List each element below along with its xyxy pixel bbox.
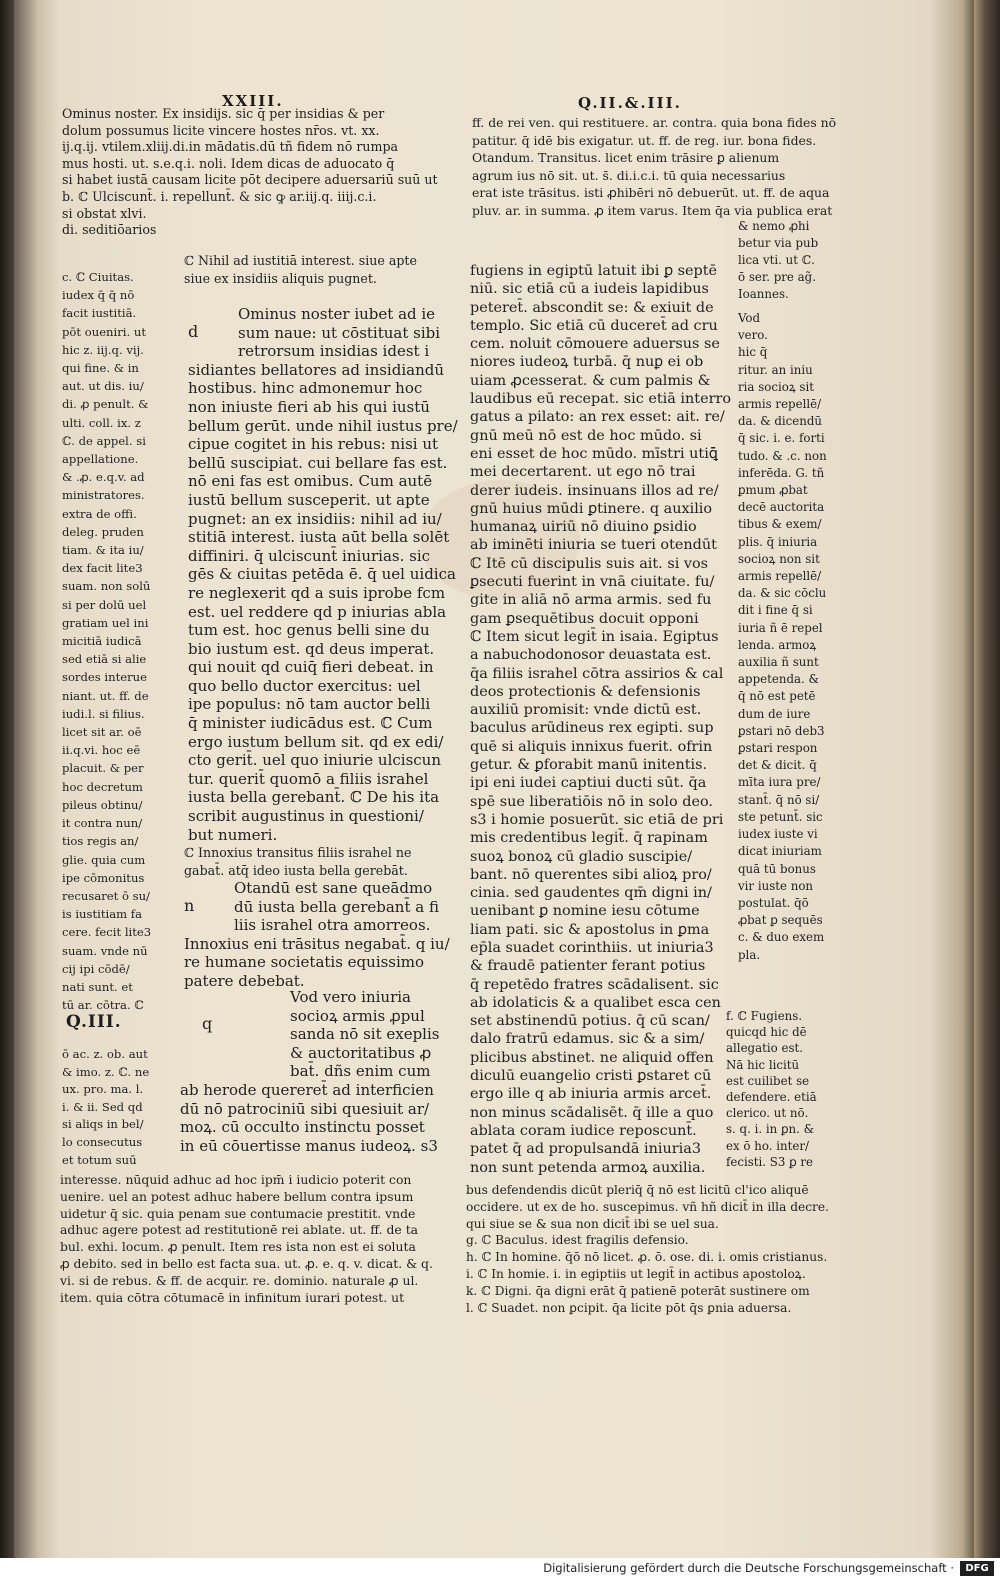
text-line: deos protectionis & defensionis <box>470 683 701 700</box>
gloss-left-margin-2 <box>62 1046 149 1169</box>
text-line: quo bello ductor exercitus: uel <box>188 676 421 695</box>
text-line: uenire. uel an potest adhuc habere bellum contra ipsum <box>60 1188 414 1204</box>
dropcap-n: n <box>184 896 195 915</box>
footer-credit: Digitalisierung gefördert durch die Deutsche Forschungsgemeinschaft · <box>543 1561 954 1575</box>
text-line: ex ō ho. inter/ <box>726 1138 809 1153</box>
text-line: quē si aliquis innixus fuerit. ofrin <box>470 738 713 755</box>
text-line: h. ℂ In homine. q̄ō nō licet. ꝓ. ō. ose. di. i. omis cristianus. <box>466 1250 828 1265</box>
text-line: niant. ut. ff. de <box>62 688 149 703</box>
text-line: lo consecutus <box>62 1134 143 1149</box>
text-line: occidere. ut ex de ho. suscepimus. vñ hñ dicit̄ in illa decre. <box>466 1199 829 1214</box>
text-line: it contra nun/ <box>62 816 143 831</box>
text-line: scribit augustinus in questioni/ <box>188 807 424 826</box>
text-line: si aliqs in bel/ <box>62 1117 144 1132</box>
text-line: moꝝ. cū occulto instinctu posset <box>180 1118 425 1137</box>
text-line: tum est. hoc genus belli sine du <box>188 621 430 640</box>
text-line: auxiliū promisit: vnde dictū est. <box>470 702 702 719</box>
text-line: ℂ. de appel. si <box>62 433 146 448</box>
text-line: ꝑmum ꝓbat <box>738 483 808 498</box>
text-line: tur. querit̄ quomō a filiis israhel <box>188 769 429 788</box>
text-line: dum de iure <box>738 706 811 721</box>
text-line: is iustitiam fa <box>62 907 142 922</box>
text-line: a nabuchodonosor deuastata est. <box>470 647 712 664</box>
text-line: retrorsum insidias idest i <box>238 342 430 361</box>
text-line: da. & dicendū <box>738 414 822 429</box>
text-line: baculus arūdineus rex egipti. sup <box>470 720 714 737</box>
text-line: det & dicit. q̄ <box>738 758 817 773</box>
text-line: ab idolaticis & a qualibet esca cen <box>470 994 721 1011</box>
text-line: dū iusta bella gerebant̄ a fi <box>234 897 439 916</box>
dropcap-d: d <box>188 322 199 341</box>
text-line: ꝓbat ꝑ sequēs <box>738 913 823 928</box>
text-line: & nemo ꝓhi <box>738 219 810 233</box>
text-line: c. ℂ Ciuitas. <box>62 270 134 284</box>
text-line: dicat iniuriam <box>738 844 822 859</box>
text-line: extra de offi. <box>62 506 137 521</box>
text-line: ergo iustum bellum sit. qd ex edi/ <box>188 732 444 751</box>
text-line: liam pati. sic & apostolus in ꝑma <box>470 921 710 938</box>
column1-rubric-2 <box>184 844 411 880</box>
text-line: appellatione. <box>62 452 139 467</box>
gloss-top-left <box>62 106 438 239</box>
text-line: armis repellē/ <box>738 397 822 412</box>
text-line: item. quia cōtra cōtumacē in infinitum iurari potest. ut <box>60 1289 405 1305</box>
text-line: hostibus. hinc admonemur hoc <box>188 379 423 398</box>
text-line: bul. exhi. locum. ꝓ penult. Item res ista non est ei soluta <box>60 1239 416 1255</box>
text-line: micitiā iudicā <box>62 634 142 649</box>
text-line: s. q. i. in ꝑn. & <box>726 1122 815 1137</box>
text-line: ℂ Itē cū discipulis suis ait. si vos <box>470 555 709 572</box>
text-line: allegatio est. <box>726 1041 804 1056</box>
text-line: plicibus abstinet. ne aliquid offen <box>470 1049 714 1066</box>
text-line: sed etiā si alie <box>62 652 147 667</box>
text-line: est cuilibet se <box>726 1073 810 1088</box>
text-line: laudibus eū recepat. sic etiā interro <box>470 391 732 408</box>
text-line: non minus scādalisēt. q̄ ille a quo <box>470 1104 714 1121</box>
text-line: tios regis an/ <box>62 834 139 849</box>
text-line: ipe cōmonitus <box>62 870 145 885</box>
text-line: sordes interue <box>62 670 147 685</box>
text-line: sanda nō sit exeplis <box>290 1025 440 1044</box>
text-line: ulti. coll. ix. z <box>62 415 141 430</box>
text-line: recusaret ō su/ <box>62 888 150 903</box>
text-line: bant. nō querentes sibi alioꝝ pro/ <box>470 866 712 883</box>
text-line: quicqd hic dē <box>726 1025 807 1040</box>
text-line: sidiantes bellatores ad insidiandū <box>188 360 444 379</box>
column1-body-2 <box>184 879 450 991</box>
text-line: getur. & ꝑforabit manū initentis. <box>470 757 708 774</box>
column1-body-3 <box>180 988 439 1155</box>
text-line: ꝑsecuti fuerint in vnā ciuitate. fu/ <box>470 574 715 591</box>
text-line: stitiā interest. iusta aūt bella solēt <box>188 528 450 547</box>
text-line: non sunt petenda armoꝝ auxilia. <box>470 1159 706 1176</box>
text-line: set abstinendū potius. q̄ cū scan/ <box>470 1013 710 1030</box>
text-line: & imo. z. ℂ. ne <box>62 1064 150 1079</box>
text-line: socioꝝ armis ꝓpul <box>290 1006 425 1025</box>
text-line: lica vti. ut ℂ. <box>738 253 815 267</box>
text-line: et totum suū <box>62 1152 137 1167</box>
text-line: pōt oueniri. ut <box>62 324 146 339</box>
text-line: hoc decretum <box>62 779 143 794</box>
gloss-left-margin <box>62 268 151 1014</box>
column1-body <box>188 305 458 844</box>
text-line: & fraudē patienter ferant potius <box>470 958 706 975</box>
text-line: ipe populus: nō tam auctor belli <box>188 695 431 714</box>
text-line: peteret̄. abscondit se: & exiuit de <box>470 299 714 316</box>
text-line: glie. quia cum <box>62 852 146 867</box>
text-line: vero. <box>738 328 768 343</box>
text-line: niū. sic etiā cū a iudeis lapidibus <box>470 281 709 298</box>
text-line: ff. de rei ven. qui restituere. ar. contra. quia bona fides nō <box>472 115 837 130</box>
text-line: socioꝝ non sit <box>738 551 820 566</box>
text-line: Ioannes. <box>738 287 789 301</box>
text-line: niores iudeoꝝ turbā. q̄ nuꝑ ei ob <box>470 354 704 371</box>
text-line: lenda. armoꝝ <box>738 637 817 652</box>
text-line: k. ℂ Digni. q̄a digni erāt q̄ patienē poterāt sustinere om <box>466 1283 810 1298</box>
text-line: bellum gerūt. unde nihil iustus pre/ <box>188 416 458 435</box>
text-line: diffiniri. q̄ ulciscunt̄ iniurias. sic <box>188 546 431 565</box>
gloss-right-top <box>738 218 818 303</box>
text-line: & .ꝓ. e.q.v. ad <box>62 470 145 485</box>
text-line: Vod vero iniuria <box>290 988 412 1006</box>
text-line: stant̄. q̄ nō si/ <box>738 792 820 807</box>
gloss-bottom-right <box>466 1182 829 1316</box>
text-line: agrum ius nō sit. ut. s̄. di.i.c.i. tū quia necessarius <box>472 167 786 183</box>
text-line: si habet iustā causam licite pōt decipere aduersariū suū ut <box>62 172 438 188</box>
text-line: & auctoritatibus ꝓ <box>290 1043 432 1062</box>
text-line: est. uel reddere qd p iniurias abla <box>188 602 447 621</box>
text-line: iuria ñ ē repel <box>738 620 823 635</box>
text-line: patitur. q̄ idē bis exigatur. ut. ff. de reg. iur. bona fides. <box>472 132 817 148</box>
text-line: gnū meū nō est de hoc mūdo. si <box>470 427 702 444</box>
text-line: non iniuste fieri ab his qui iustū <box>188 397 430 416</box>
text-line: bio iustum est. qd deus imperat. <box>188 639 435 658</box>
question-heading: Q.III. <box>66 1012 122 1032</box>
text-line: ste petunt̄. sic <box>738 809 823 824</box>
text-line: gabat̄. atq̄ ideo iusta bella gerebāt. <box>184 863 408 878</box>
text-line: inferēda. G. tñ <box>738 465 825 480</box>
text-line: b. ℂ Ulciscunt̄. i. repellunt̄. & sic ꝙ ar.iij.q. iiij.c.i. <box>62 188 377 204</box>
text-line: patere debebat. <box>184 971 305 990</box>
text-line: betur via pub <box>738 236 819 250</box>
text-line: Ominus noster. Ex insidijs. sic q̄ per insidias & per <box>62 106 385 121</box>
text-line: Otandum. Transitus. licet enim trāsire ꝑ alienum <box>472 150 780 166</box>
text-line: i. ℂ In homie. i. in egiptiis ut legit̄ in actibus apostoloꝝ. <box>466 1266 806 1281</box>
text-line: ꝑstari respon <box>738 741 818 756</box>
text-line: dū nō patrociniū sibi quesiuit ar/ <box>180 1099 430 1118</box>
text-line: ℂ Nihil ad iustitiā interest. siue apte <box>184 253 417 268</box>
dfg-logo: DFG <box>960 1561 994 1576</box>
gloss-bottom-left <box>60 1172 433 1306</box>
text-line: Vod <box>738 311 761 325</box>
gloss-right-margin <box>738 310 827 964</box>
text-line: quā tū bonus <box>738 861 816 876</box>
text-line: bat̄. dñs enim cum <box>290 1062 431 1081</box>
text-line: iustū bellum susceperit. ut apte <box>188 490 430 509</box>
text-line: suam. non solū <box>62 579 151 594</box>
text-line: uiam ꝓcesserat. & cum palmis & <box>470 372 711 389</box>
text-line: i. & ii. Sed qd <box>62 1099 143 1114</box>
text-line: Nā hic licitū <box>726 1057 800 1072</box>
text-line: dit i fine q̄ si <box>738 603 813 618</box>
text-line: ab iminēti iniuria se tueri otendūt <box>470 537 717 554</box>
text-line: cipue cogitet in his rebus: nisi ut <box>188 435 439 454</box>
text-line: diculū euangelio cristi ꝑstaret cū <box>470 1068 712 1085</box>
text-line: mis credentibus legit̄. q̄ rapinam <box>470 830 708 847</box>
text-line: patet q̄ ad propulsandā iniuria3 <box>470 1141 701 1158</box>
text-line: g. ℂ Baculus. idest fragilis defensio. <box>466 1233 689 1248</box>
column1-rubric <box>184 252 417 288</box>
text-line: qui nouit qd cuiq̄ fieri debeat. in <box>188 658 434 677</box>
text-line: but numeri. <box>188 825 278 844</box>
text-line: fugiens in egiptū latuit ibi ꝑ septē <box>470 263 718 279</box>
text-line: nō eni fas est omibus. Cum autē <box>188 472 433 491</box>
text-line: q̄ sic. i. e. forti <box>738 431 825 446</box>
text-line: f. ℂ Fugiens. <box>726 1009 803 1023</box>
text-line: ux. pro. ma. l. <box>62 1082 144 1097</box>
text-line: si per dolū uel <box>62 597 147 612</box>
text-line: armis repellē/ <box>738 569 822 584</box>
text-line: uenibant ꝑ nomine iesu cōtume <box>470 903 700 920</box>
text-line: placuit. & per <box>62 761 144 776</box>
text-line: Ominus noster iubet ad ie <box>238 305 436 323</box>
text-line: postulat. q̄ō <box>738 895 809 910</box>
text-line: auxilia ñ sunt <box>738 655 819 670</box>
text-line: iudex q̄ q̄ nō <box>62 288 135 303</box>
text-line: pileus obtinu/ <box>62 797 143 812</box>
text-line: licet sit ar. oē <box>62 725 142 740</box>
text-line: tudo. & .c. non <box>738 448 827 463</box>
text-line: c. & duo exem <box>738 930 825 945</box>
text-line: re neglexerit qd a suis iprobe fcm <box>188 583 446 602</box>
text-line: gam ꝑsequētibus docuit opponi <box>470 610 699 627</box>
text-line: appetenda. & <box>738 672 820 687</box>
text-line: q̄ repetēdo fratres scādalisent. sic <box>470 976 719 993</box>
text-line: erat iste trāsitus. isti ꝓhibēri nō debuerūt. ut. ff. de aqua <box>472 185 830 201</box>
text-line: tibus & exem/ <box>738 517 822 532</box>
text-line: nati sunt. et <box>62 979 133 994</box>
text-line: cto gerit̄. uel quo iniurie ulciscun <box>188 751 442 770</box>
text-line: si obstat xlvi. <box>62 205 147 221</box>
text-line: iusta bella gerebant̄. ℂ De his ita <box>188 788 440 807</box>
column2-body <box>470 262 731 1177</box>
text-line: cinia. sed gaudentes qm̄ digni in/ <box>470 885 712 902</box>
text-line: aut. ut dis. iu/ <box>62 379 144 394</box>
text-line: dalo fratrū edamus. sic & a sim/ <box>470 1031 705 1048</box>
text-line: interesse. nūquid adhuc ad hoc ipm̄ i iudicio poterit con <box>60 1172 412 1187</box>
text-line: qui siue se & sua non dicit̄ ibi se uel sua. <box>466 1216 719 1231</box>
text-line: pugnet: an ex insidiis: nihil ad iu/ <box>188 509 442 528</box>
text-line: clerico. ut nō. <box>726 1106 809 1121</box>
text-line: di. seditiōarios <box>62 222 157 238</box>
text-line: iudi.l. si filius. <box>62 706 145 721</box>
text-line: deleg. pruden <box>62 524 144 539</box>
text-line: decē auctorita <box>738 500 825 515</box>
text-line: derer iudeis. insinuans illos ad re/ <box>470 482 719 499</box>
gloss-right-margin-2 <box>726 1008 817 1170</box>
text-line: pluv. ar. in summa. ꝓ item varus. Item q̄a via publica erat <box>472 202 833 218</box>
text-line: ipi eni iudei captiui ducti sūt. q̄a <box>470 775 707 792</box>
text-line: vir iuste non <box>738 878 814 893</box>
text-line: fecisti. S3 ꝑ re <box>726 1154 813 1169</box>
text-line: eni esset de hoc mūdo. mīstri utiꝗ̄ <box>470 445 718 462</box>
text-line: ℂ Item sicut legit̄ in isaia. Egiptus <box>470 628 719 645</box>
text-line: in eū cōuertisse manus iudeoꝝ. s3 <box>180 1136 438 1155</box>
gloss-top-right <box>472 114 836 220</box>
text-line: Otandū est sane queādmo <box>234 879 433 897</box>
text-line: ab herode quereret̄ ad interficien <box>180 1080 434 1099</box>
text-line: l. ℂ Suadet. non ꝑcipit. q̄a licite pōt q̄s ꝑnia aduersa. <box>466 1300 792 1315</box>
running-header-left: XXIII. <box>222 92 284 110</box>
text-line: hic q̄ <box>738 345 768 360</box>
text-line: mei decertarent. ut ego nō trai <box>470 464 696 481</box>
text-line: ꝓ debito. sed in bello est facta sua. ut. ꝓ. e. q. v. dicat. & q. <box>60 1255 433 1271</box>
text-line: gratiam uel ini <box>62 615 149 630</box>
text-line: ii.q.vi. hoc eē <box>62 743 141 758</box>
text-line: plis. q̄ iniuria <box>738 534 818 549</box>
text-line: dex facit lite3 <box>62 561 143 576</box>
book-edge-right <box>974 0 1000 1580</box>
text-line: adhuc agere potest ad restitutionē rei ablate. ut. ff. de ta <box>60 1222 419 1238</box>
text-line: ℂ Innoxius transitus filiis israhel ne <box>184 845 412 860</box>
text-line: mus hosti. ut. s.e.q.i. noli. Idem dicas de aduocato q̄ <box>62 155 395 171</box>
text-line: qui fine. & in <box>62 361 139 376</box>
text-line: re humane societatis equissimo <box>184 953 425 972</box>
text-line: ij.q.ij. vtilem.xliij.di.in mādatis.dū tñ fidem nō rumpa <box>62 139 399 155</box>
footer-bar <box>0 1558 1000 1580</box>
text-line: facit iustitiā. <box>62 306 137 321</box>
text-line: suam. vnde nū <box>62 943 148 958</box>
text-line: cem. noluit cōmouere aduersus se <box>470 336 720 353</box>
text-line: ritur. an iniu <box>738 362 813 377</box>
text-line: dolum possumus licite vincere hostes nr̄os. vt. xx. <box>62 122 380 138</box>
text-line: gēs & ciuitas petēda ē. q̄ uel uidica <box>188 565 456 584</box>
text-line: gite in aliā nō arma armis. sed fu <box>470 592 712 609</box>
text-line: gatus a pilato: an rex esset: ait. re/ <box>470 409 725 426</box>
text-line: bellū suscipiat. cui bellare fas est. <box>188 453 448 472</box>
text-line: defendere. etiā <box>726 1090 817 1105</box>
text-line: tū ar. cōtra. ℂ <box>62 998 144 1013</box>
text-line: sum naue: ut cōstituat sibi <box>238 323 441 342</box>
book-gutter-left <box>0 0 14 1580</box>
dropcap-q: q <box>202 1014 213 1033</box>
text-line: ergo ille q ab iniuria armis arcet̄. <box>470 1086 712 1103</box>
text-line: bus defendendis dicūt pleriq̄ q̄ nō est licitū cl'ico aliquē <box>466 1183 809 1197</box>
text-line: mīta iura pre/ <box>738 775 821 790</box>
text-line: q̄ minister iudicādus est. ℂ Cum <box>188 714 433 733</box>
text-line: Innoxius eni trāsitus negabat̄. q iu/ <box>184 934 450 953</box>
text-line: hic z. iij.q. vij. <box>62 342 144 357</box>
text-line: templo. Sic etiā cū duceret̄ ad cru <box>470 317 718 334</box>
text-line: gnū huius mūdi ꝑtinere. q auxilio <box>470 500 713 517</box>
text-line: ria socioꝝ sit <box>738 379 814 394</box>
text-line: di. ꝓ penult. & <box>62 397 149 412</box>
text-line: spē sue liberatiōis nō in solo deo. <box>470 793 713 810</box>
text-line: ꝑstari nō deb3 <box>738 723 825 738</box>
text-line: cij ipi cōdē/ <box>62 961 130 976</box>
text-line: da. & sic cōclu <box>738 586 827 601</box>
text-line: iudex iuste vi <box>738 827 818 842</box>
running-header-right: Q.II.&.III. <box>578 94 682 112</box>
text-line: humanaꝝ uiriū nō diuino ꝑsidio <box>470 519 697 536</box>
text-line: q̄ nō est petē <box>738 689 816 704</box>
text-line: liis israhel otra amorreos. <box>234 916 431 935</box>
text-line: uidetur q̄ sic. quia penam sue contumacie prestitit. vnde <box>60 1205 416 1221</box>
text-line: ep̄la suadet corinthiis. ut iniuria3 <box>470 939 714 956</box>
text-line: siue ex insidiis aliquis pugnet. <box>184 271 377 286</box>
text-line: q̄a filiis israhel cōtra assirios & cal <box>470 665 724 682</box>
text-line: ministratores. <box>62 488 145 503</box>
text-line: ō ac. z. ob. aut <box>62 1047 148 1061</box>
text-line: vi. si de rebus. & ff. de acquir. re. dominio. naturale ꝓ ul. <box>60 1272 419 1288</box>
text-line: ō ser. pre ag̃. <box>738 270 816 284</box>
text-line: pla. <box>738 947 761 962</box>
text-line: suoꝝ bonoꝝ cū gladio suscipie/ <box>470 848 693 865</box>
text-line: cere. fecit lite3 <box>62 925 152 940</box>
text-line: tiam. & ita iu/ <box>62 543 144 558</box>
text-line: ablata coram iudice reposcunt̄. <box>470 1122 697 1139</box>
text-line: s3 i homie posuerūt. sic etiā de pri <box>470 811 724 828</box>
